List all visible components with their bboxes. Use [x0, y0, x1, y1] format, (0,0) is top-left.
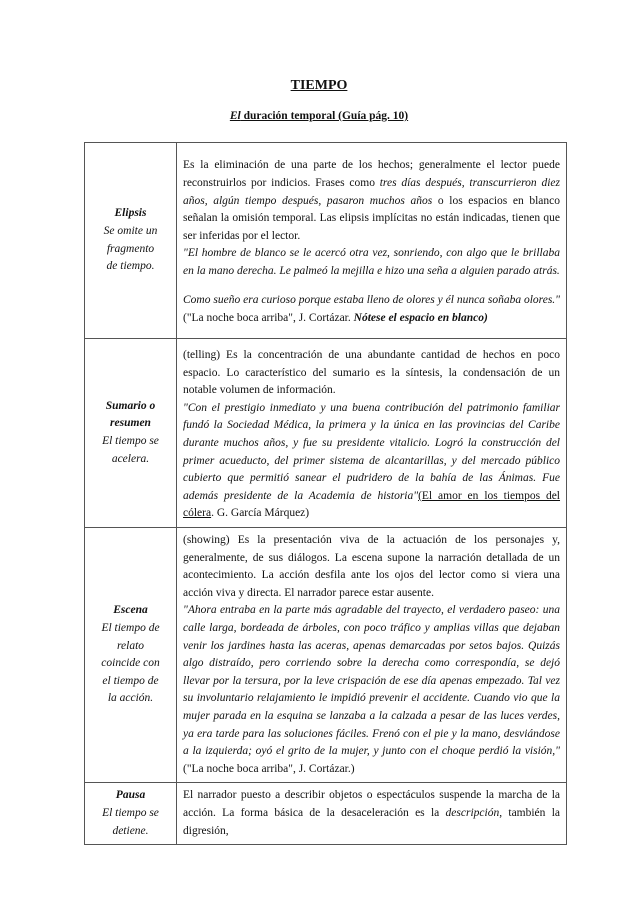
escena-quote: "Ahora entraba en la parte más agradable del trayecto, el verdadero paseo: una calle larga, bordeada de árboles, con poco tráfico y amplias villas que dejaban venir los jardines hasta las aceras, apenas demarcadas por setos bajos. Quizás algo distraído, pero corriendo sobre la derecha como correspondía, se dejó llevar por la tersura, por la leve crispación de ese día apenas empezado. Tal vez su involuntario relajamiento le impidió prevenir el accidente. Cuando vio que la mujer parada en la esquina se lanzaba a la calzada a pesar de las luces verdes, ya era tarde para las soluciones fáciles. Frenó con el pie y la mano, desviándose a la izquierda; oyó el grito de la mujer, y junto con el choque perdió la visión," ("La noche boca arriba", J. Cortázar.) — [183, 604, 560, 775]
page-subtitle: El duración temporal (Guía pág. 10) — [229, 110, 409, 122]
row-content-elipsis — [177, 143, 567, 339]
table-row-escena — [85, 528, 567, 783]
elipsis-quote-2: Como sueño era curioso porque estaba lleno de olores y él nunca soñaba olores." ("La noche boca arriba", J. Cortázar. Nótese el espacio en blanco) — [183, 294, 560, 325]
elipsis-definition: Es la eliminación de una parte de los hechos; generalmente el lector puede reconstruirlos por indicios. Frases como tres días después, transcurrieron diez años, algún tiempo después, pasaron muchos años o los espacios en blanco señalan la omisión temporal. Las elipsis implícitas no están indicadas, tienen que ser inferidas por el lector. — [183, 159, 560, 242]
table-row-sumario — [85, 339, 567, 528]
row-content-pausa — [177, 783, 567, 845]
pausa-definition: El narrador puesto a describir objetos o espectáculos suspende la marcha de la acción. La forma básica de la desaceleración es la descripción, también la digresión, — [183, 789, 561, 837]
table-row-pausa — [85, 783, 567, 845]
row-content-sumario — [177, 339, 567, 528]
sumario-quote: "Con el prestigio inmediato y una buena contribución del patrimonio familiar fundó la Sociedad Médica, la primera y la única en las provincias del Caribe durante muchos años, y fue su presidente vitalicio. Logró la construcción del primer acueducto, del primer sistema de alcantarillas, y del mercado público cubierto que permitió sanear el pudridero de la bahía de las Ánimas. Fue además presidente de la Academia de historia"(El amor en los tiempos del cólera. G. García Márquez) — [183, 401, 561, 520]
time-table — [84, 142, 567, 845]
escena-definition: (showing) Es la presentación viva de la actuación de los personajes y, generalmente, de sus diálogos. La escena supone la narración detallada de un acontecimiento. La acción desfila ante los ojos del lector como si viera una acción viva y directa. El narrador parece estar ausente. — [183, 534, 560, 599]
page-title: TIEMPO — [290, 78, 348, 93]
row-content-escena — [177, 528, 567, 783]
sumario-definition: (telling) Es la concentración de una abundante cantidad de hechos en poco espacio. Lo característico del sumario es la síntesis, la condensación de un notable volumen de información. — [183, 349, 560, 397]
row-label-pausa: Pausa El tiempo se detiene. — [85, 783, 177, 845]
elipsis-quote-1: "El hombre de blanco se le acercó otra vez, sonriendo, con algo que le brillaba en la mano derecha. Le palmeó la mejilla e hizo una seña a alguien parado atrás. — [183, 247, 560, 277]
table-row-elipsis — [85, 143, 567, 339]
row-label-sumario: Sumario o resumen El tiempo se acelera. — [85, 339, 177, 528]
row-label-elipsis: Elipsis Se omite un fragmento de tiempo. — [85, 143, 177, 339]
row-label-escena: Escena El tiempo de relato coincide con el tiempo de la acción. — [85, 528, 177, 783]
